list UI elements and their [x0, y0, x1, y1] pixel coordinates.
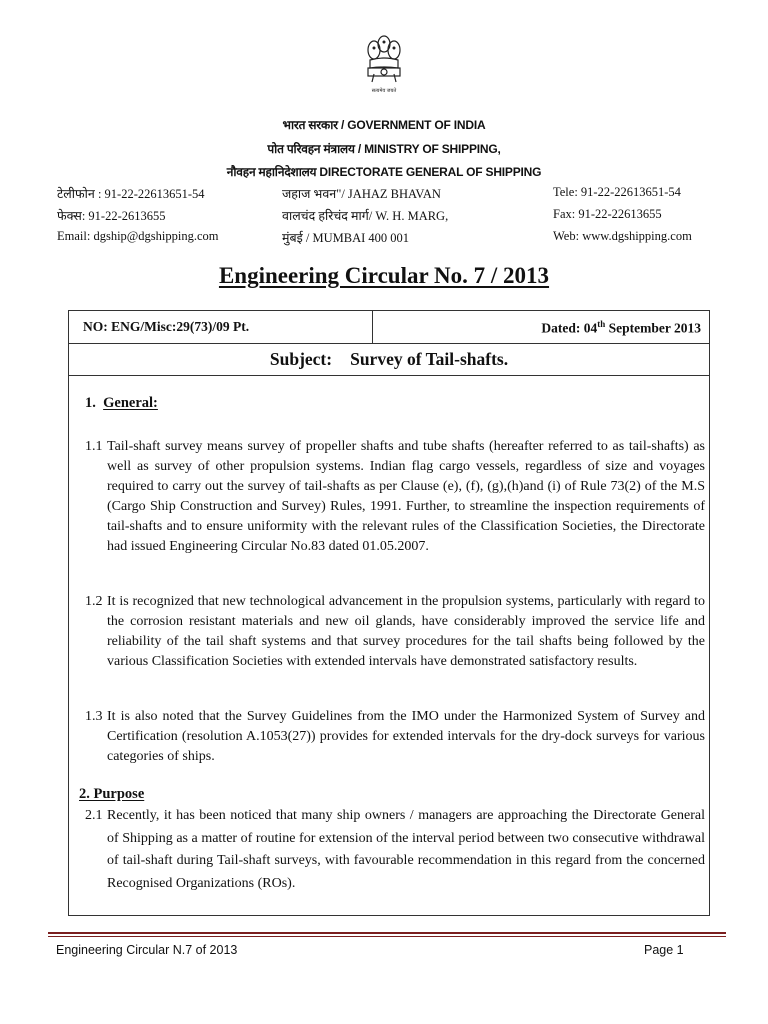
- paragraph-1-1: 1.1 Tail-shaft survey means survey of propeller shafts and tube shafts (hereafter referred to as tail-shafts) as well as survey of other propulsion systems. Indian flag cargo vessels, regardless of size and voyages required to carry out the survey of tail-shafts as per Clause (e), (f), (g),(h)and (i) of Rule 73(2) of the M.S (Cargo Ship Construction and Survey) Rules, 1991. Further, to streamline the inspection requirements of tail-shafts and to ensure uniformity with the relevant rules of the Classification Societies, the Directorate had issued Engineering Circular No.83 dated 01.05.2007.: [85, 439, 705, 554]
- svg-text:सत्यमेव जयते: सत्यमेव जयते: [371, 88, 397, 94]
- contact-web[interactable]: Web: www.dgshipping.com: [553, 229, 692, 243]
- contact-tele: Tele: 91-22-22613651-54: [553, 185, 681, 199]
- footer-page-number: Page 1: [644, 943, 684, 957]
- paragraph-1-2: 1.2 It is recognized that new technological advancement in the propulsion systems, particularly with regard to the corrosion resistant materials and new oil glands, have considerably improved the service life and reliability of the tail shaft systems and that survey procedures for the tail shafts being followed by the various Classification Societies with extended intervals have demonstrated satisfactory results.: [85, 594, 705, 669]
- reference-number: NO: ENG/Misc:29(73)/09 Pt.: [69, 311, 373, 343]
- contact-fax-hindi: फेक्स: 91-22-2613655: [57, 209, 166, 223]
- header-ministry: पोत परिवहन मंत्रालय / MINISTRY OF SHIPPING,: [267, 142, 501, 156]
- subject-row: [69, 344, 709, 376]
- contact-telephone-hindi: टेलीफोन : 91-22-22613651-54: [57, 187, 205, 201]
- circular-body-box: [68, 310, 710, 916]
- header-directorate: नौवहन महानिदेशालय DIRECTORATE GENERAL OF SHIPPING: [226, 165, 542, 179]
- contact-fax: Fax: 91-22-22613655: [553, 207, 662, 221]
- reference-date: Dated: 04th September 2013: [541, 319, 701, 336]
- footer-circular-ref: Engineering Circular N.7 of 2013: [56, 943, 238, 957]
- paragraph-2-1: 2.1 Recently, it has been noticed that many ship owners / managers are approaching the Directorate General of Shipping as a matter of routine for extension of the interval period between two consecutive withdrawal of tail-shaft during Tail-shaft surveys, with favourable recommendation in this regard from the concerned Recognised Organizations (ROs).: [85, 808, 705, 891]
- paragraph-1-3: 1.3 It is also noted that the Survey Guidelines from the IMO under the Harmonized System of Survey and Certification (resolution A.1053(27)) provides for extended intervals for the dry-dock surveys for various categories of ships.: [85, 709, 705, 764]
- section-purpose-heading: 2. Purpose: [79, 786, 145, 802]
- national-emblem-icon: [360, 30, 408, 100]
- contact-email[interactable]: Email: dgship@dgshipping.com: [57, 229, 219, 243]
- address-street: वालचंद हरिचंद मार्ग/ W. H. MARG,: [282, 209, 449, 223]
- footer-divider: [48, 932, 726, 934]
- header-government: भारत सरकार / GOVERNMENT OF INDIA: [282, 118, 486, 132]
- reference-row: [69, 311, 709, 344]
- section-general-heading: 1. General:: [85, 395, 158, 411]
- subject-text: Survey of Tail-shafts.: [350, 349, 509, 369]
- circular-title: Engineering Circular No. 7 / 2013: [218, 263, 550, 288]
- footer-divider-thin: [48, 936, 726, 937]
- address-building: जहाज भवन"/ JAHAZ BHAVAN: [282, 187, 441, 201]
- address-city: मुंबई / MUMBAI 400 001: [282, 231, 410, 245]
- subject-label: Subject:: [269, 349, 333, 369]
